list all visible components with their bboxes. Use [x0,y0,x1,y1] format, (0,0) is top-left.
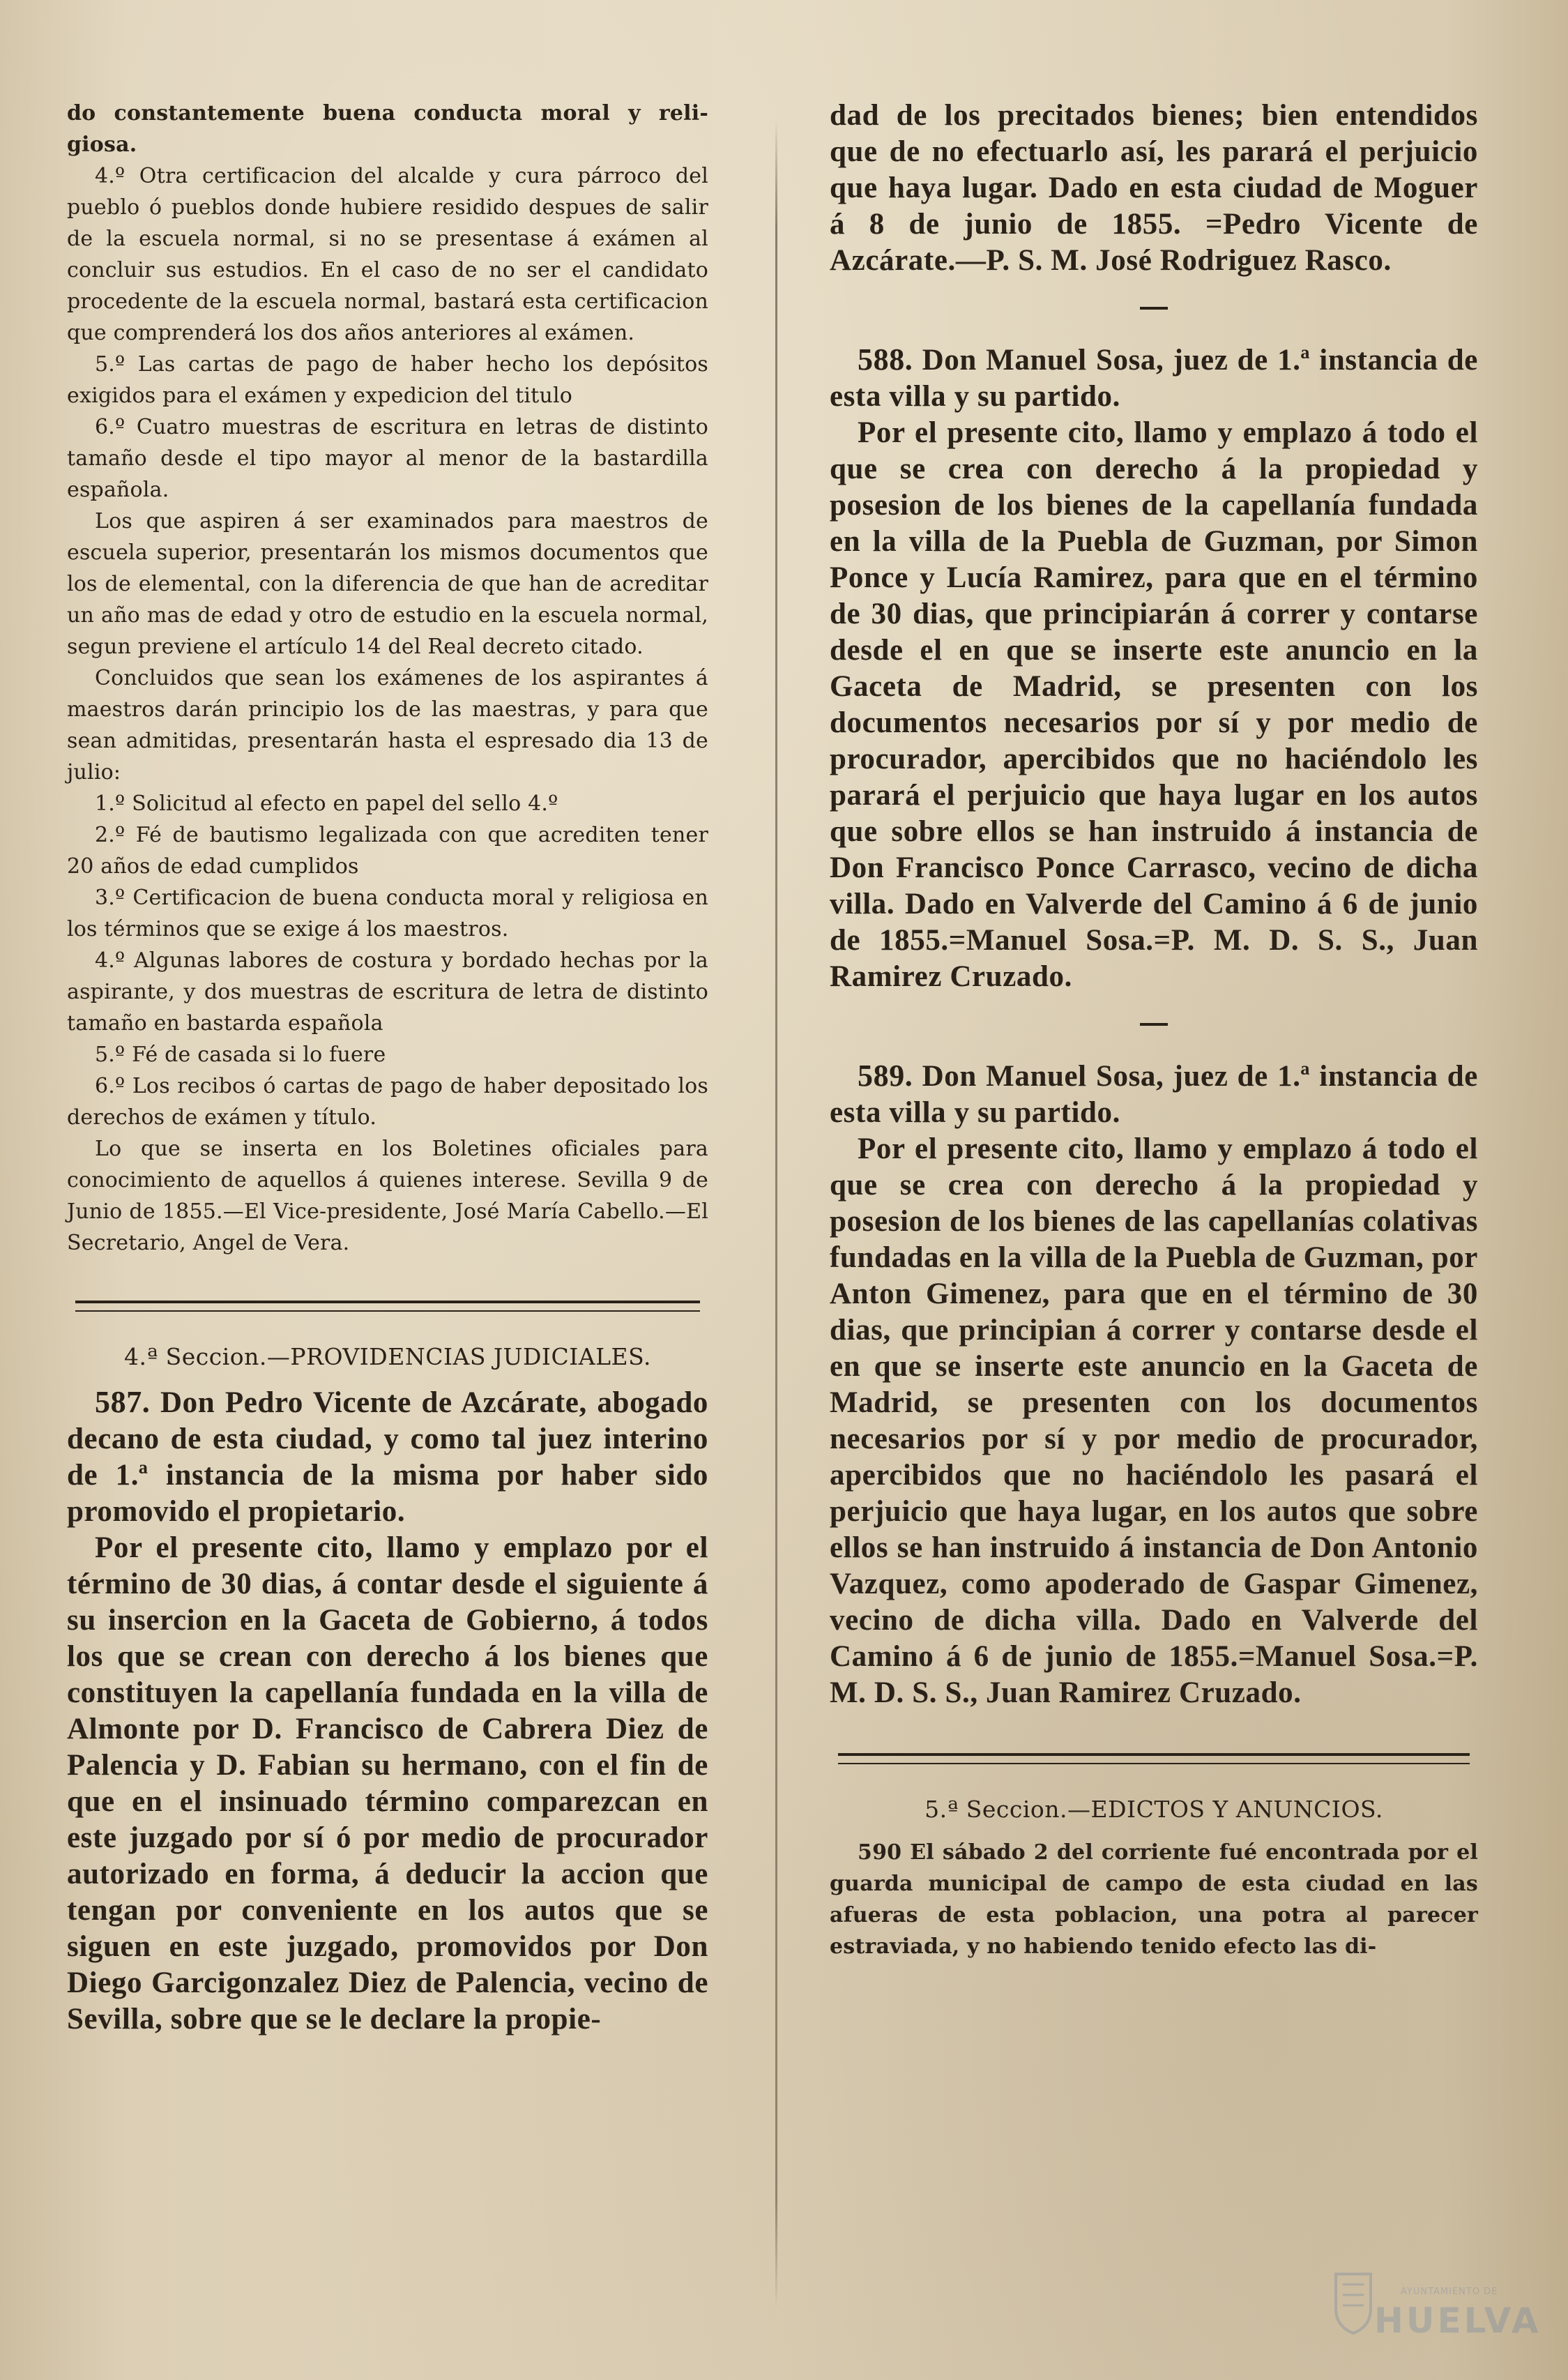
notice-body: dad de los precitados bienes; bien entendidos que de no efectuarlo así, les parará el perjuicio que haya lugar. Dado en esta ciudad de Moguer á 8 de junio de 1855. =Pedro Vicente de Azcárate.—P. S. M. José Rodriguez Rasco. [830,99,1478,277]
notice-587 [67,1384,708,2038]
list-item: 3.º Certificacion de buena conducta moral y religiosa en los términos que se exige á los maestros. [67,886,708,941]
paragraph-muestras: 6.º Cuatro muestras de escritura en letras de distinto tamaño desde el tipo mayor al menor de la bastardilla española. [67,415,708,502]
notice-body: Por el presente cito, llamo y emplazo á todo el que se crea con derecho á la propiedad y posesion de los bienes de las capellanías colativas fundadas en la villa de la Puebla de Guzman, por Anton Gimenez, para que en el término de 30 dias, que principian á correr y contarse desde el en que se inserte este anuncio en la Gaceta de Madrid, se presenten con los documentos necesarios por sí y por medio de procurador, apercibidos que no haciéndolo les pasará el perjuicio que haya lugar, en los autos que sobre ellos se han instruido á instancia de Don Antonio Vazquez, como apoderado de Gaspar Gimenez, vecino de dicha villa. Dado en Valverde del Camino á 6 de junio de 1855.=Manuel Sosa.=P. M. D. S. S., Juan Ramirez Cruzado. [830,1132,1478,1709]
paragraph-escuela-superior: Los que aspiren á ser examinados para maestros de escuela superior, presentarán los mismos documentos que los de elemental, con la diferencia de que han de acreditar un año mas de edad y otro de estudio en la escuela normal, segun previene el artículo 14 del Real decreto citado. [67,509,708,659]
notice-heading: Don Manuel Sosa, juez de 1.ª instancia de esta villa y su partido. [830,344,1478,413]
notice-body: Por el presente cito, llamo y emplazo por el término de 30 dias, á contar desde el siguiente á su insercion en la Gaceta de Gobierno, á todos los que se crean con derecho á los bienes que constituyen la capellanía fundada en la villa de Almonte por D. Francisco de Cabrera Diez de Palencia y D. Fabian su hermano, con el fin de que en el insinuado término comparezcan en este juzgado por sí ó por medio de procurador autorizado en forma, á deducir la accion que tengan por conveniente en los autos que se siguen en este juzgado, promovidos por Don Diego Garcigonzalez Diez de Palencia, vecino de Sevilla, sobre que se le declare la propie- [67,1531,708,2036]
list-item: 1.º Solicitud al efecto en papel del sello 4.º [95,791,558,816]
shield-icon [1332,2267,1374,2337]
paragraph-certificacion: 4.º Otra certificacion del alcalde y cura párroco del pueblo ó pueblos donde hubiere residido despues de salir de la escuela normal, si no se presentase á exámen al concluir sus estudios. En el caso de no ser el candidato procedente de la escuela normal, bastará esta certificacion que comprenderá los dos años anteriores al exámen. [67,164,708,345]
watermark-subtitle: AYUNTAMIENTO DE [1401,2287,1498,2297]
notice-number: 587. [95,1385,151,1419]
notice-body: Por el presente cito, llamo y emplazo á todo el que se crea con derecho á la propiedad y posesion de los bienes de la capellanía fundada en la villa de la Puebla de Guzman, por Simon Ponce y Lucía Ramirez, para que en el término de 30 dias, que principiarán á correr y contarse desde el en que se inserte este anuncio en la Gaceta de Madrid, se presenten con los documentos necesarios por sí y por medio de procurador, apercibidos que no haciéndolo les parará el perjuicio que haya lugar en los autos que sobre ellos se han instruido á instancia de Don Francisco Ponce Carrasco, vecino de dicha villa. Dado en Valverde del Camino á 6 de junio de 1855.=Manuel Sosa.=P. M. D. S. S., Juan Ramirez Cruzado. [830,416,1478,993]
right-column [830,98,1478,1962]
section-title: 4.ª Seccion.—PROVIDENCIAS JUDICIALES. [123,1343,652,1370]
separator-dash [1140,307,1168,310]
notice-number: 588. [858,342,913,377]
notice-number: 589. [858,1059,913,1093]
notice-587-continuation [830,98,1478,279]
paragraph-conducta: do constantemente buena conducta moral y reli- giosa. [67,101,708,157]
notice-body: 590 El sábado 2 del corriente fué encontrada por el guarda municipal de campo de esta ciudad en las afueras de esta poblacion, una potra al parecer estraviada, y no habiendo tenido efecto las di- [830,1840,1478,1959]
watermark-text: HUELVA [1374,2301,1542,2341]
notice-heading: Don Manuel Sosa, juez de 1.ª instancia de esta villa y su partido. [830,1060,1478,1129]
list-item: 2.º Fé de bautismo legalizada con que acrediten tener 20 años de edad cumplidos [67,823,708,879]
section-title: 5.ª Seccion.—EDICTOS Y ANUNCIOS. [924,1796,1383,1823]
paragraph-cartas-pago: 5.º Las cartas de pago de haber hecho los depósitos exigidos para el exámen y expedicion del titulo [67,352,708,408]
section-rule [75,1301,700,1312]
column-divider [775,119,777,2308]
left-column [67,98,708,2038]
list-item: 6.º Los recibos ó cartas de pago de haber depositado los derechos de exámen y título. [67,1074,708,1130]
requirements-text [67,98,708,1259]
list-item: 5.º Fé de casada si lo fuere [95,1043,386,1067]
section-heading-judicial [67,1340,708,1374]
section-rule [838,1753,1470,1764]
notice-588 [830,342,1478,995]
separator-dash [1140,1023,1168,1026]
paragraph-maestras: Concluidos que sean los exámenes de los aspirantes á maestros darán principio los de las maestras, y para que sean admitidas, presentarán hasta el espresado dia 13 de julio: [67,666,708,785]
archive-watermark [1332,2267,1542,2344]
closing-paragraph: Lo que se inserta en los Boletines oficiales para conocimiento de aquellos á quienes interese. Sevilla 9 de Junio de 1855.—El Vice-presidente, José María Cabello.—El Secretario, Angel de Vera. [67,1137,708,1255]
list-item: 4.º Algunas labores de costura y bordado hechas por la aspirante, y dos muestras de escritura de letra de distinto tamaño en bastarda española [67,948,708,1036]
notice-589 [830,1058,1478,1711]
section-heading-edictos [830,1792,1478,1827]
notice-590 [830,1837,1478,1962]
notice-heading: Don Pedro Vicente de Azcárate, abogado decano de esta ciudad, y como tal juez interino de 1.ª instancia de la misma por haber sido promovido el propietario. [67,1386,708,1528]
